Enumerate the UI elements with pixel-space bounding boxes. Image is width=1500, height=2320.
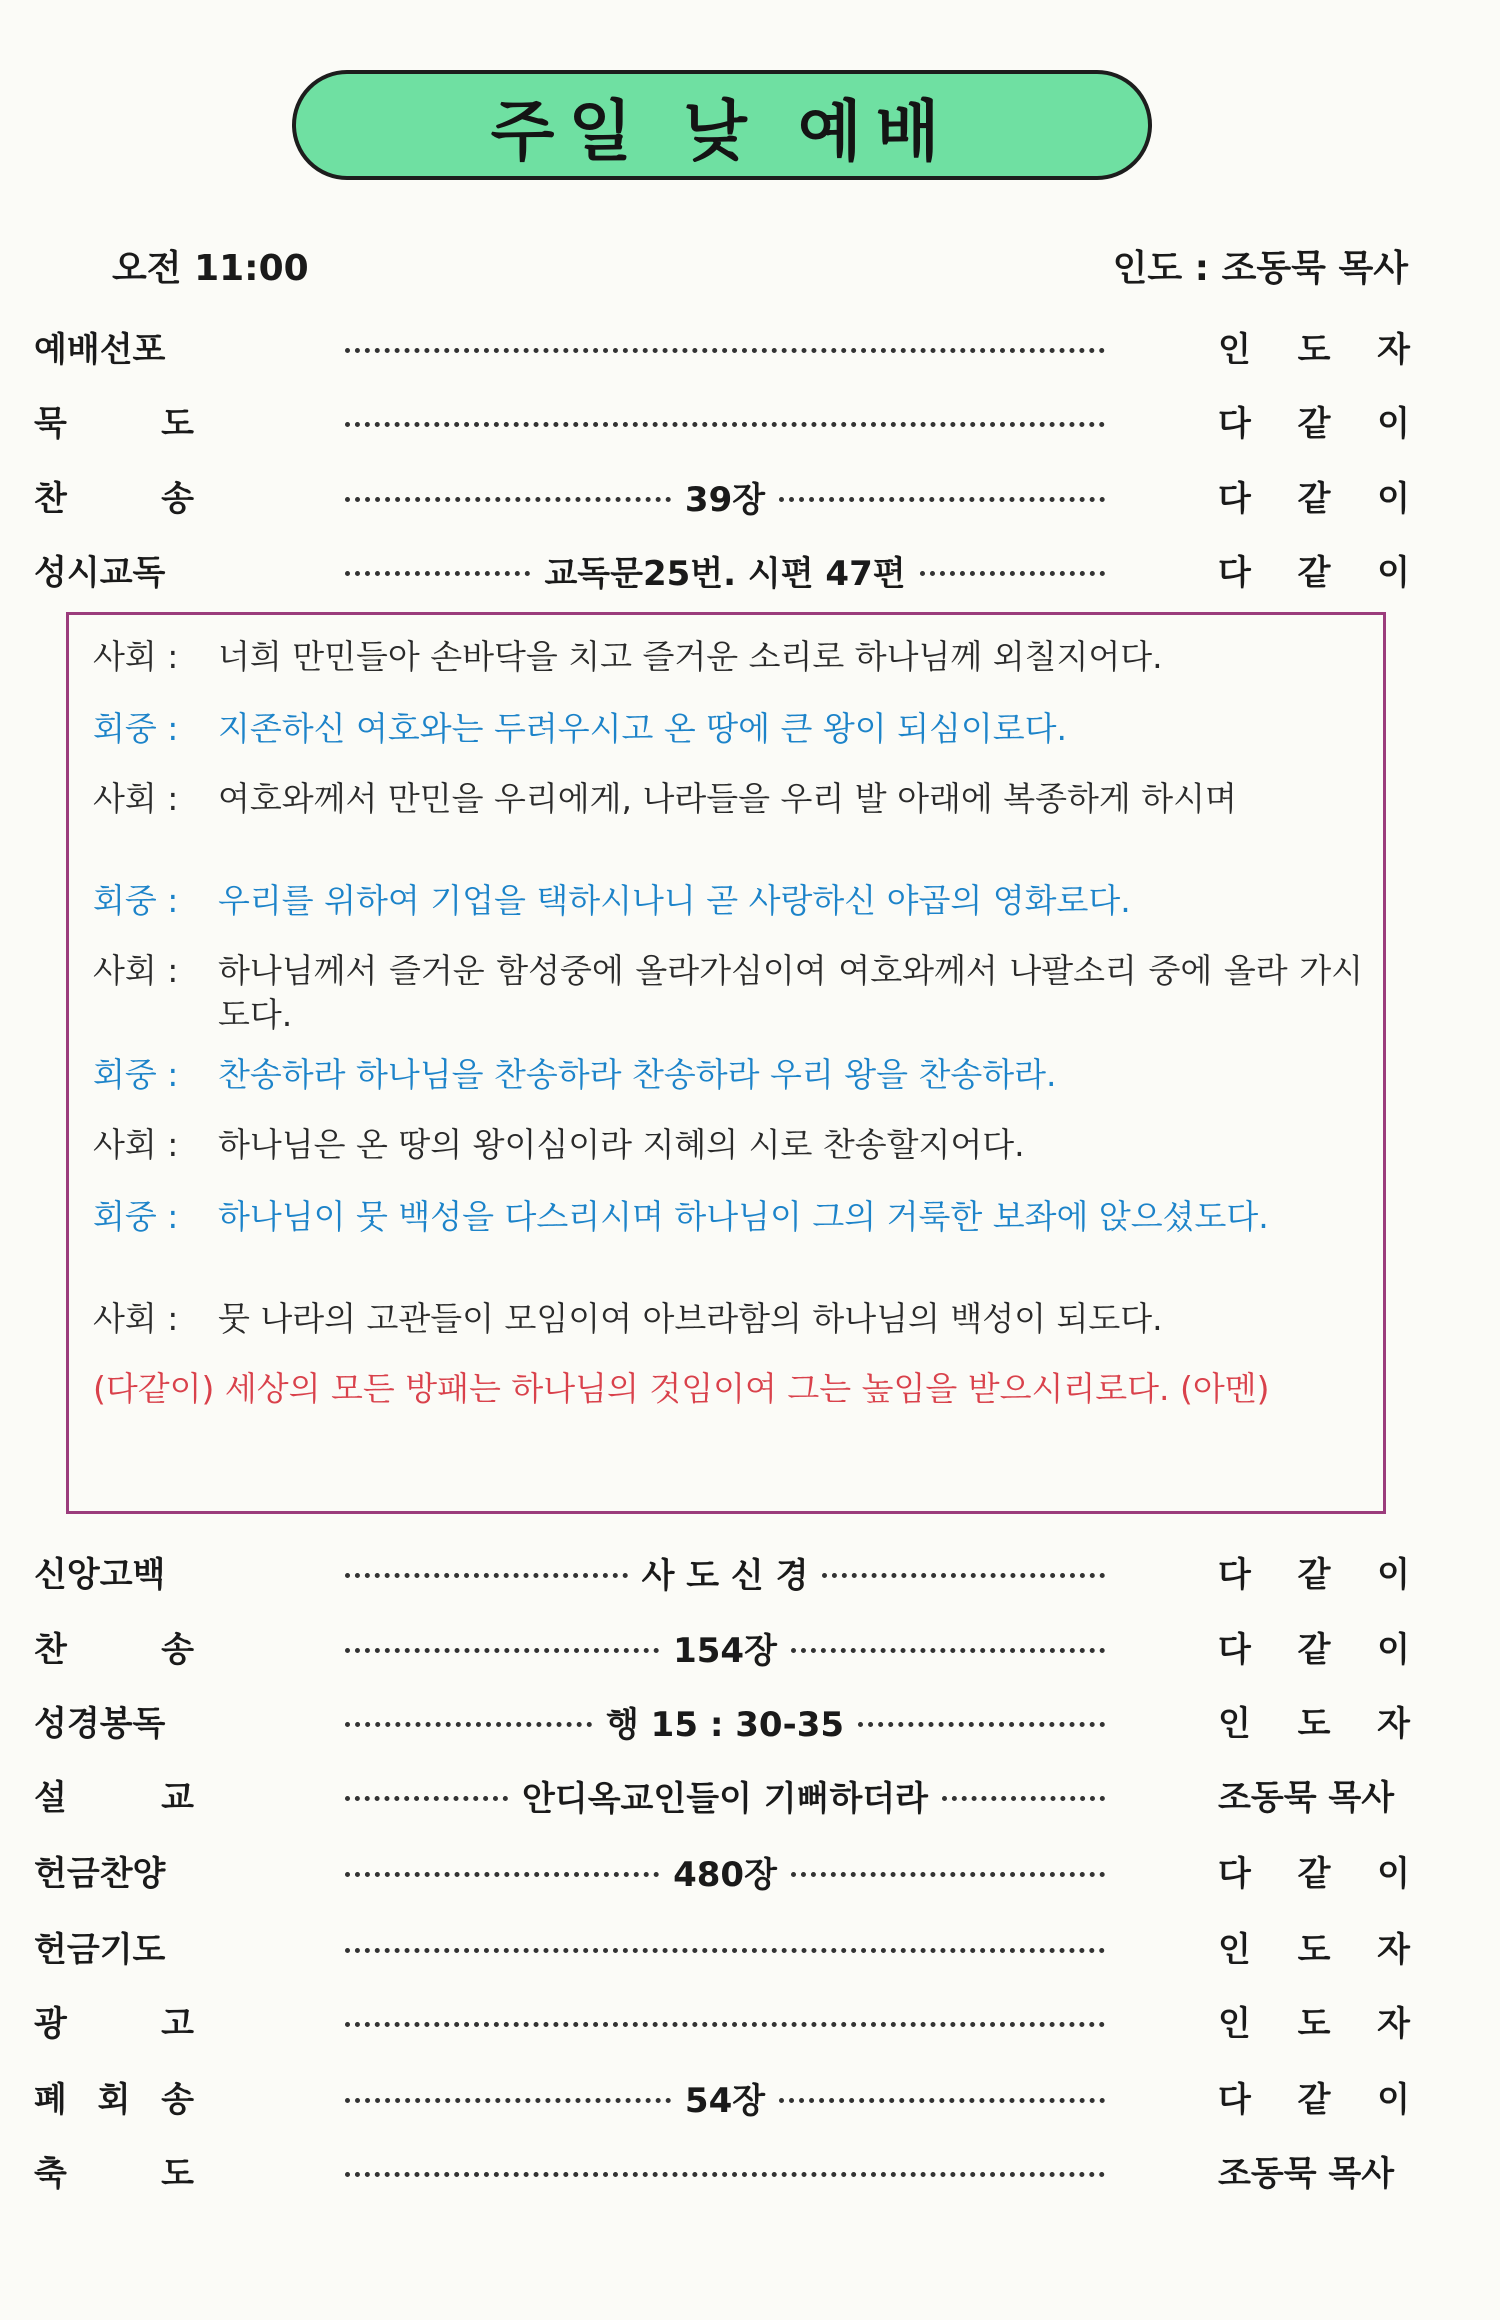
service-meta xyxy=(0,240,1500,290)
order-content: 안디옥교인들이 기뻐하더라 xyxy=(522,1778,928,1819)
verse-speaker: 사회 : xyxy=(93,1299,179,1338)
title-text: 주일 낮 예배 xyxy=(490,92,954,170)
order-bottom-row xyxy=(0,1696,1500,1756)
reading-verse xyxy=(93,635,1363,679)
order-role: 다 같 이 xyxy=(1218,404,1410,444)
verse-speaker: 회중 : xyxy=(93,881,179,920)
reading-verse xyxy=(93,879,1363,923)
order-role: 다 같 이 xyxy=(1218,479,1410,519)
leader-dots xyxy=(345,1872,659,1877)
order-label: 찬 송 xyxy=(34,479,194,519)
order-label: 신앙고백 xyxy=(34,1555,166,1595)
leader-dots xyxy=(345,1573,628,1578)
text: 조동묵 목사 xyxy=(1218,1778,1395,1818)
leader-dots xyxy=(345,1948,1105,1953)
order-top-row xyxy=(0,322,1500,382)
order-bottom-row xyxy=(0,1922,1500,1982)
dot-leader xyxy=(345,322,1105,372)
leader-dots xyxy=(345,2098,671,2103)
responsive-reading-box xyxy=(66,612,1386,1514)
leader-dots xyxy=(345,422,1105,427)
dot-leader xyxy=(345,2072,1105,2122)
order-role xyxy=(1218,2146,1410,2195)
leader-dots xyxy=(345,571,530,576)
verse-speaker: 사회 : xyxy=(93,637,179,676)
reading-verse xyxy=(93,707,1363,751)
verse-text: 너희 만민들아 손바닥을 치고 즐거운 소리로 하나님께 외칠지어다. xyxy=(218,637,1163,676)
dot-leader xyxy=(345,471,1105,521)
leader-dots xyxy=(791,1648,1105,1653)
dot-leader xyxy=(345,1622,1105,1672)
order-role: 인 도 자 xyxy=(1218,2004,1410,2044)
order-label: 헌금기도 xyxy=(34,1930,166,1970)
leader-dots xyxy=(858,1722,1105,1727)
verse-text: 지존하신 여호와는 두려우시고 온 땅에 큰 왕이 되심이로다. xyxy=(218,709,1067,748)
leader-dots xyxy=(791,1872,1105,1877)
verse-text: 하나님은 온 땅의 왕이심이라 지혜의 시로 찬송할지어다. xyxy=(218,1125,1025,1164)
service-leader: 인도 : 조동묵 목사 xyxy=(1112,248,1408,289)
order-role: 다 같 이 xyxy=(1218,1630,1410,1670)
verse-text: 하나님께서 즐거운 함성중에 올라가심이여 여호와께서 나팔소리 중에 올라 가시도다. xyxy=(218,951,1363,1034)
leader-dots xyxy=(345,2022,1105,2027)
verse-speaker: 사회 : xyxy=(93,1125,179,1164)
order-label: 축 도 xyxy=(34,2154,194,2194)
reading-verse xyxy=(93,1195,1363,1239)
order-content: 교독문25번. 시편 47편 xyxy=(544,553,906,594)
verse-speaker: 회중 : xyxy=(93,709,179,748)
leader-dots xyxy=(345,1648,659,1653)
order-label: 찬 송 xyxy=(34,1630,194,1670)
order-label: 헌금찬양 xyxy=(34,1854,166,1894)
order-top-row xyxy=(0,471,1500,531)
leader-dots xyxy=(345,2172,1105,2177)
order-content: 54장 xyxy=(684,2080,766,2121)
leader-dots xyxy=(779,497,1105,502)
order-content: 480장 xyxy=(673,1854,777,1895)
order-role: 다 같 이 xyxy=(1218,1854,1410,1894)
dot-leader xyxy=(345,545,1105,595)
reading-verse xyxy=(93,1297,1363,1341)
order-content: 행 15 : 30-35 xyxy=(606,1704,845,1745)
order-bottom-row xyxy=(0,1996,1500,2056)
dot-leader xyxy=(345,1846,1105,1896)
verse-speaker: 회중 : xyxy=(93,1197,179,1236)
order-label: 성시교독 xyxy=(34,553,166,593)
order-content: 사 도 신 경 xyxy=(641,1555,809,1596)
order-role: 다 같 이 xyxy=(1218,1555,1410,1595)
leader-dots xyxy=(822,1573,1105,1578)
order-label: 폐 회 송 xyxy=(34,2080,194,2120)
order-label: 성경봉독 xyxy=(34,1704,166,1744)
leader-dots xyxy=(942,1796,1105,1801)
order-role xyxy=(1218,1770,1410,1819)
verse-text: 우리를 위하여 기업을 택하시나니 곧 사랑하신 야곱의 영화로다. xyxy=(218,881,1131,920)
dot-leader xyxy=(345,2146,1105,2196)
page-title xyxy=(292,70,1152,180)
verse-text: 하나님이 뭇 백성을 다스리시며 하나님이 그의 거룩한 보좌에 앉으셨도다. xyxy=(218,1197,1269,1236)
leader-dots xyxy=(779,2098,1105,2103)
order-role: 인 도 자 xyxy=(1218,1704,1410,1744)
order-content: 154장 xyxy=(673,1630,777,1671)
order-bottom-row xyxy=(0,1846,1500,1906)
order-label: 광 고 xyxy=(34,2004,194,2044)
reading-verse xyxy=(93,949,1363,1037)
order-bottom-row xyxy=(0,1547,1500,1607)
dot-leader xyxy=(345,1547,1105,1597)
text: 조동묵 목사 xyxy=(1218,2154,1395,2194)
order-top-row xyxy=(0,396,1500,456)
order-label: 묵 도 xyxy=(34,404,194,444)
order-bottom-row xyxy=(0,1770,1500,1830)
verse-text: 여호와께서 만민을 우리에게, 나라들을 우리 발 아래에 복종하게 하시며 xyxy=(218,779,1237,818)
order-label: 설 교 xyxy=(34,1778,194,1818)
leader-dots xyxy=(345,497,671,502)
verse-text: 찬송하라 하나님을 찬송하라 찬송하라 우리 왕을 찬송하라. xyxy=(218,1055,1057,1094)
dot-leader xyxy=(345,1996,1105,2046)
order-top-row xyxy=(0,545,1500,605)
order-role: 다 같 이 xyxy=(1218,553,1410,593)
order-bottom-row xyxy=(0,1622,1500,1682)
reading-verse xyxy=(93,777,1363,821)
order-role: 인 도 자 xyxy=(1218,330,1410,370)
reading-verse xyxy=(93,1367,1363,1411)
dot-leader xyxy=(345,396,1105,446)
leader-dots xyxy=(345,1722,592,1727)
verse-speaker: 사회 : xyxy=(93,779,179,818)
order-content: 39장 xyxy=(684,479,766,520)
verse-speaker: 회중 : xyxy=(93,1055,179,1094)
dot-leader xyxy=(345,1770,1105,1820)
verse-speaker: 사회 : xyxy=(93,951,179,990)
leader-dots xyxy=(345,1796,508,1801)
verse-text-all: (다같이) 세상의 모든 방패는 하나님의 것임이여 그는 높임을 받으시리로다. (아멘) xyxy=(93,1369,1270,1408)
verse-text: 뭇 나라의 고관들이 모임이여 아브라함의 하나님의 백성이 되도다. xyxy=(218,1299,1163,1338)
order-label: 예배선포 xyxy=(34,330,166,370)
reading-verse xyxy=(93,1123,1363,1167)
dot-leader xyxy=(345,1922,1105,1972)
order-role: 인 도 자 xyxy=(1218,1930,1410,1970)
order-bottom-row xyxy=(0,2146,1500,2206)
service-time: 오전 11:00 xyxy=(112,248,309,289)
leader-dots xyxy=(345,348,1105,353)
order-bottom-row xyxy=(0,2072,1500,2132)
dot-leader xyxy=(345,1696,1105,1746)
order-role: 다 같 이 xyxy=(1218,2080,1410,2120)
reading-verse xyxy=(93,1053,1363,1097)
leader-dots xyxy=(920,571,1105,576)
